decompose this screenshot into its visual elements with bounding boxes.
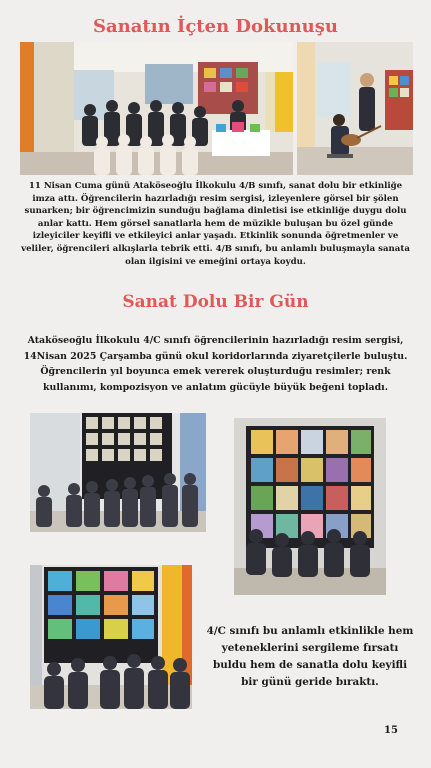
girls-paintings-photo [30, 565, 192, 709]
section-title-1: Sanatın İçten Dokunuşu [93, 16, 338, 37]
section-2-closing: 4/C sınıfı bu anlamlı etkinlikle hem yeteneklerini sergileme fırsatı buldu hem de sanatla dolu keyifli bir günü geride bıraktı. [206, 625, 414, 688]
section-1-paragraph: 11 Nisan Cuma günü Ataköseoğlu İlkokulu 4/B sınıfı, sanat dolu bir etkinliğe imza attı. Öğrencilerin hazırladığı resim sergisi, izleyenlere görsel bir şölen sunarken; bir öğrencimizin sunduğu bağlama dinletisi ise etkinliğe duygu dolu anlar kattı. Hem görsel sanatlarla hem de müzikle buluşan bu özel günde izleyiciler keyifli ve etkileyici anlar yaşadı. Etkinlik sonunda öğretmenler ve veliler, öğrencileri alkışlarla tebrik etti. 4/B sınıfı, bu anlamlı buluşmayla sanata olan ilgisini ve emeğini ortaya koydu. [21, 181, 410, 267]
baglama-performance-photo [297, 42, 413, 175]
class-exhibition-photo [20, 42, 293, 175]
page-number: 15 [384, 725, 398, 736]
section-2-intro: Ataköseoğlu İlkokulu 4/C sınıfı öğrencilerinin hazırladığı resim sergisi, 14Nisan 2025 Çarşamba günü okul koridorlarında ziyaretçilerle buluştu. Öğrencilerin yıl boyunca emek vererek oluşturduğu resimler; renk kullanımı, kompozisyon ve anlatım gücüyle büyük beğeni topladı. [23, 335, 408, 393]
painting-board-photo [234, 418, 386, 595]
hallway-exhibition-photo [30, 413, 206, 532]
section-title-2: Sanat Dolu Bir Gün [122, 292, 309, 312]
